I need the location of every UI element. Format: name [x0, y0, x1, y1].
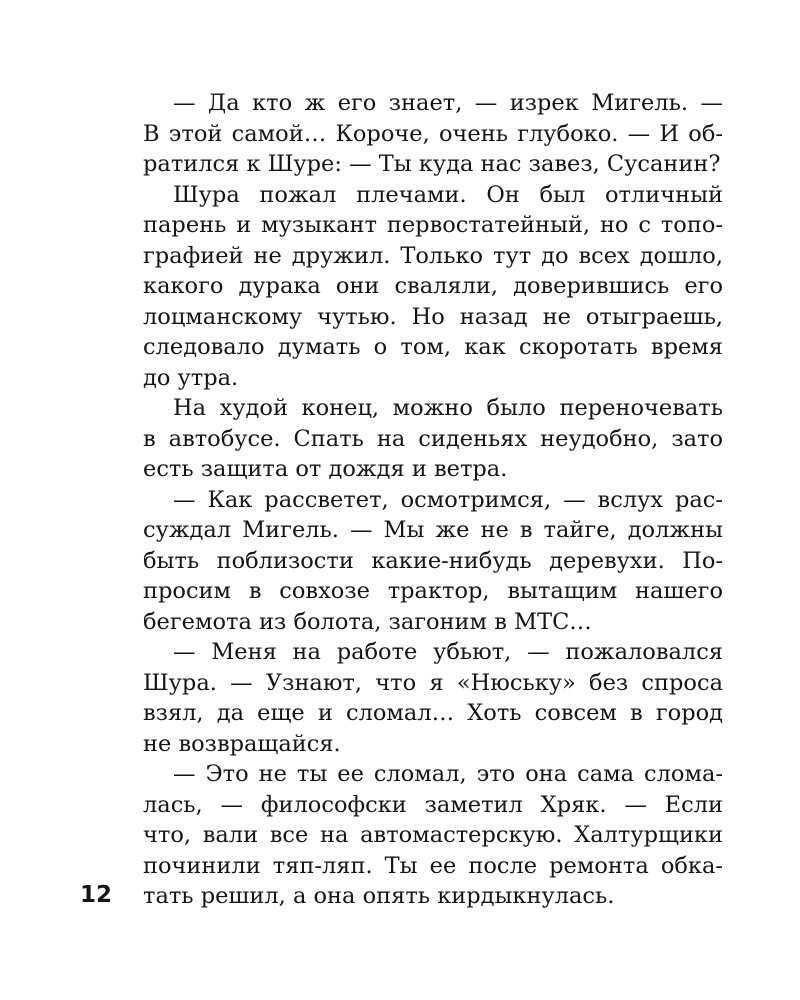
page-number: 12 [80, 882, 113, 908]
text-line: — Как рассветет, осмотримся, — вслух рас- [173, 486, 723, 513]
text-line: есть защита от дождя и ветра. [143, 456, 508, 482]
text-line: Шура. — Узнают, что я «Нюську» без спроса [143, 669, 723, 696]
text-line: Шура пожал плечами. Он был отличный [173, 181, 723, 208]
text-line: какого дурака они сваляли, доверившись его [143, 273, 723, 299]
text-line: быть поблизости какие-нибудь деревухи. По- [143, 547, 723, 574]
text-line: парень и музыкант первостатейный, но с топо- [143, 212, 723, 238]
text-line: лась, — философски заметил Хряк. — Если [143, 791, 723, 818]
text-line: лоцманскому чутью. Но назад не отыграешь, [143, 303, 723, 330]
text-line: не возвращайся. [143, 730, 341, 757]
text-line: — Да кто ж его знает, — изрек Мигель. — [173, 90, 723, 116]
text-line: до утра. [143, 364, 239, 391]
text-line: ратился к Шуре: — Ты куда нас завез, Сусанин? [143, 151, 721, 177]
text-line: — Меня на работе убьют, — пожаловался [173, 639, 723, 665]
text-line: суждал Мигель. — Мы же не в тайге, должны [143, 517, 723, 543]
body-text [143, 88, 723, 912]
text-line: бегемота из болота, загоним в МТС… [143, 608, 592, 635]
text-line: На худой конец, можно было переночевать [173, 395, 723, 421]
text-line: графией не дружил. Только тут до всех дошло, [143, 242, 723, 269]
text-line: починили тяп-ляп. Ты ее после ремонта обка- [143, 852, 723, 879]
text-line: взял, да еще и сломал… Хоть совсем в город [143, 700, 723, 726]
text-line: что, вали все на автомастерскую. Халтурщики [143, 822, 723, 848]
text-line: в автобусе. Спать на сиденьях неудобно, зато [143, 425, 723, 452]
text-line: просим в совхозе трактор, вытащим нашего [143, 578, 723, 604]
text-line: В этой самой… Короче, очень глубоко. — И об- [143, 120, 723, 147]
text-line: тать решил, а она опять кирдыкнулась. [143, 883, 615, 909]
text-line: — Это не ты ее сломал, это она сама слома- [173, 761, 723, 787]
text-line: следовало думать о том, как скоротать время [143, 334, 723, 360]
